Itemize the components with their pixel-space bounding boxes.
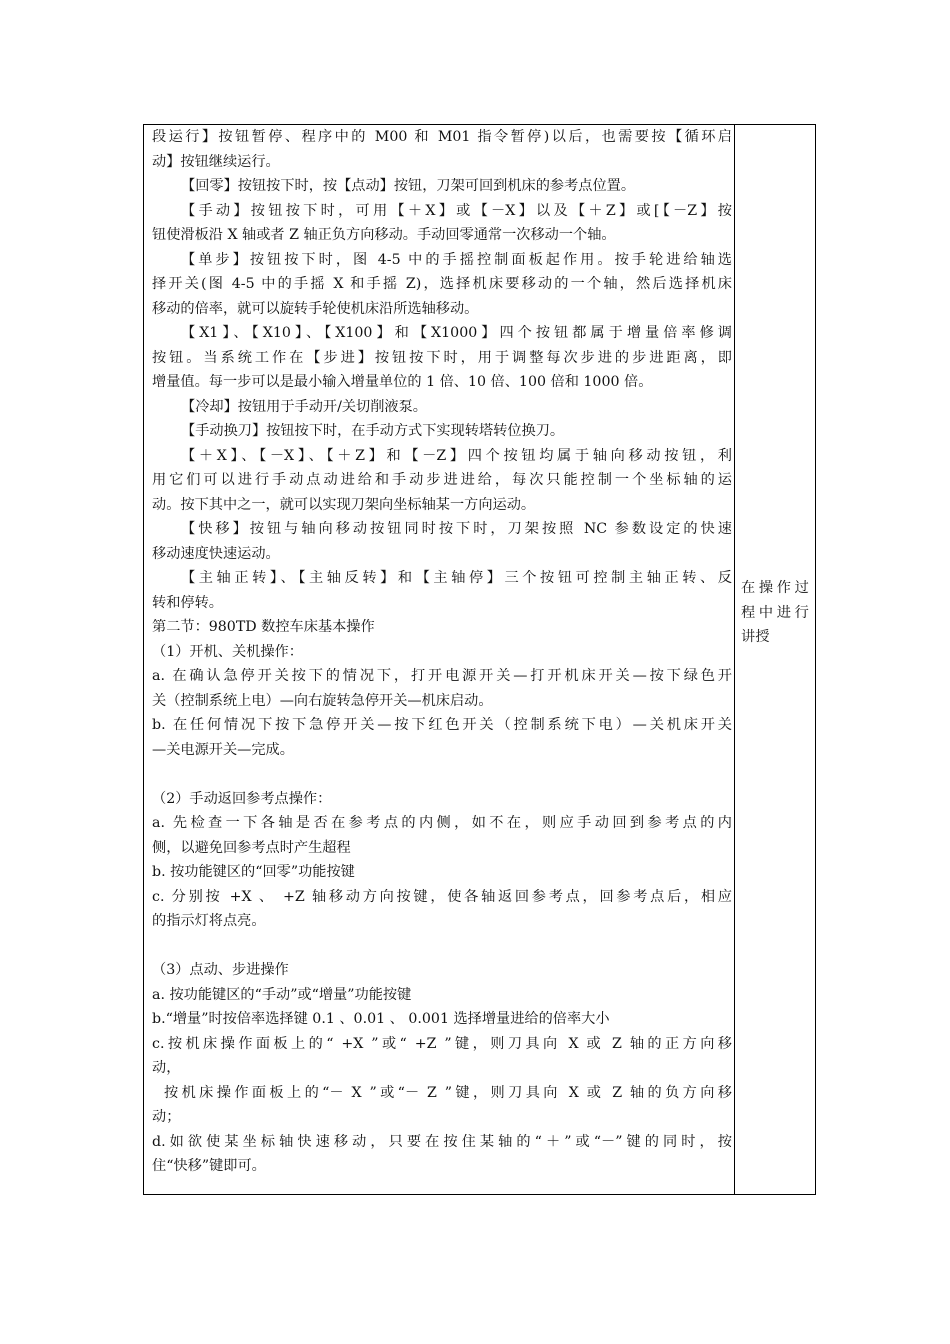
text-line: 第二节：980TD 数控车床基本操作 — [152, 619, 375, 635]
text-line: 【快移】按钮与轴向移动按钮同时按下时，刀架按照 NC 参数设定的快速 — [181, 521, 732, 537]
text-line: a. 先检查一下各轴是否在参考点的内侧，如不在，则应手动回到参考点的内 — [152, 815, 732, 831]
text-line: （3）点动、步进操作 — [152, 962, 289, 978]
text-line: 【手动】按钮按下时，可用【＋X】或【－X】以及【＋Z】或[【－Z】按 — [181, 202, 732, 219]
text-line: 侧，以避免回参考点时产生超程 — [152, 839, 351, 856]
text-line: a. 在确认急停开关按下的情况下，打开电源开关—打开机床开关—按下绿色开 — [152, 668, 732, 684]
text-line: 动。按下其中之一，就可以实现刀架向坐标轴某一方向运动。 — [152, 496, 536, 513]
text-line: 【X1】、【X10】、【X100】和【X1000】四个按钮都属于增量倍率修调 — [181, 325, 732, 341]
text-line: 【主轴正转】、【主轴反转】和【主轴停】三个按钮可控制主轴正转、反 — [181, 570, 732, 586]
blank-line — [152, 762, 732, 787]
text-line: （1）开机、关机操作： — [152, 643, 303, 660]
text-line: b. 在任何情况下按下急停开关—按下红色开关（控制系统下电）—关机床开关 — [152, 717, 732, 733]
text-line: （2）手动返回参考点操作： — [152, 790, 332, 807]
text-line: 转和停转。 — [152, 594, 223, 611]
text-line: 【回零】按钮按下时，按【点动】按钮，刀架可回到机床的参考点位置。 — [181, 178, 636, 194]
text-line: 【＋X】、【－X】、【＋Z】和【－Z】四个按钮均属于轴向移动按钮，利 — [181, 447, 732, 464]
text-line: 择开关(图 4-5 中的手摇 X 和手摇 Z)，选择机床要移动的一个轴，然后选择机床 — [152, 276, 732, 292]
text-line: 按机床操作面板上的“－ X ”或“－ Z ”键，则刀具向 X 或 Z 轴的负方向移 — [164, 1084, 732, 1101]
text-line: 移动速度快速运动。 — [152, 545, 280, 562]
text-line: 段运行】按钮暂停、程序中的 M00 和 M01 指令暂停)以后，也需要按【循环启 — [152, 129, 732, 145]
text-line: 动， — [152, 1060, 181, 1076]
text-line: 用它们可以进行手动点动进给和手动步进进给，每次只能控制一个坐标轴的运 — [152, 472, 732, 488]
text-line: 【手动换刀】按钮按下时，在手动方式下实现转塔转位换刀。 — [181, 423, 565, 439]
text-line: 钮使滑板沿 X 轴或者 Z 轴正负方向移动。手动回零通常一次移动一个轴。 — [152, 227, 616, 243]
text-line: 【单步】按钮按下时，图 4-5 中的手摇控制面板起作用。按手轮进给轴选 — [181, 251, 732, 268]
text-line: 动】按钮继续运行。 — [152, 153, 280, 170]
text-line: c.按机床操作面板上的“ +X ”或“ +Z ”键，则刀具向 X 或 Z 轴的正方向移 — [152, 1035, 732, 1052]
teaching-method-cell — [735, 125, 815, 1194]
text-line: a. 按功能键区的“手动”或“增量”功能按键 — [152, 986, 412, 1003]
text-line: 关（控制系统上电）—向右旋转急停开关—机床启动。 — [152, 692, 493, 709]
blank-line — [152, 934, 732, 959]
text-line: b. 按功能键区的“回零”功能按键 — [152, 864, 355, 880]
lesson-content-cell — [144, 125, 735, 1194]
text-line: 按钮。当系统工作在【步进】按钮按下时，用于调整每次步进的步进距离，即 — [152, 349, 732, 366]
text-line: 住“快移”键即可。 — [152, 1158, 266, 1174]
text-line: —关电源开关—完成。 — [152, 741, 294, 758]
lesson-table — [143, 124, 816, 1195]
text-line: 移动的倍率，就可以旋转手轮使机床沿所选轴移动。 — [152, 300, 479, 317]
text-line: 的指示灯将点亮。 — [152, 913, 266, 929]
text-line: c. 分别按 +X 、 +Z 轴移动方向按键，使各轴返回参考点，回参考点后，相应 — [152, 888, 732, 905]
teaching-method-note: 在操作过程中进行讲授 — [741, 580, 809, 645]
text-line: 增量值。每一步可以是最小输入增量单位的 1 倍、10 倍、100 倍和 1000 倍。 — [152, 374, 653, 390]
text-line: d.如欲使某坐标轴快速移动，只要在按住某轴的“＋”或“－”键的同时，按 — [152, 1133, 732, 1150]
text-line: 【冷却】按钮用于手动开/关切削液泵。 — [181, 398, 427, 415]
text-line: b.“增量”时按倍率选择键 0.1 、0.01 、 0.001 选择增量进给的倍率大小 — [152, 1011, 610, 1027]
text-line: 动； — [152, 1109, 181, 1125]
